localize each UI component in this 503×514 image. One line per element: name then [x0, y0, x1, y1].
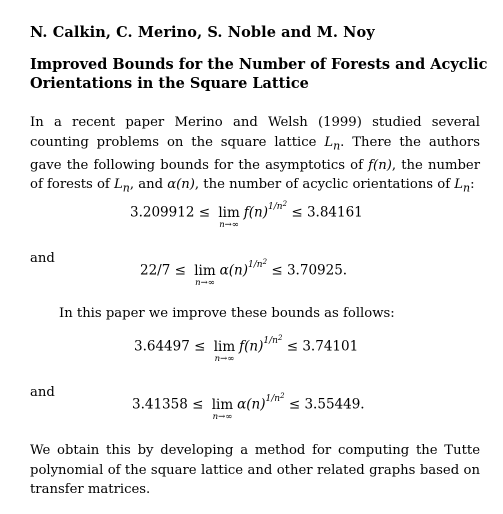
- eq3-func: f(n): [239, 338, 264, 355]
- exponent: 1/n2: [248, 258, 268, 270]
- p1-text-c: , the number of forests of: [30, 157, 481, 193]
- exponent: 1/n2: [268, 200, 288, 212]
- equation-3: [134, 334, 359, 374]
- and-word-1: and: [30, 251, 55, 266]
- leq-symbol: ≤: [271, 262, 283, 279]
- math-fn: f(n): [368, 157, 392, 173]
- eq4-upper: 3.55449: [304, 396, 361, 413]
- math-Ln: $L_n$: [324, 134, 341, 153]
- math-Ln-2: $L_n$: [113, 177, 130, 195]
- leq-symbol: ≤: [198, 204, 211, 221]
- leq-symbol: ≤: [194, 338, 206, 355]
- p1-text-b: . There the authors gave the following bounds for the asymptotics of: [30, 134, 480, 173]
- eq3-lower: 3.64497: [134, 338, 190, 355]
- and-word-2: and: [30, 385, 55, 400]
- leq-symbol: ≤: [291, 204, 303, 221]
- eq1-upper: 3.84161: [306, 204, 363, 221]
- eq2-func: α(n): [219, 262, 249, 279]
- leq-symbol: ≤: [192, 396, 204, 413]
- abstract-paragraph-1: [30, 113, 480, 198]
- p1-text-e: , the number of acyclic orientations of: [194, 177, 455, 193]
- lim-operator: lim n→∞: [211, 396, 234, 422]
- p1-text-a: In a recent paper Merino and Welsh (1999) studied several counting problems on the square lattice: [30, 115, 480, 150]
- p1-text-f: :: [470, 177, 475, 193]
- eq3-upper: 3.74101: [302, 338, 359, 355]
- eq4-lower: 3.41358: [132, 396, 188, 413]
- math-alpha-n: α(n): [167, 177, 195, 193]
- eq2-upper: 3.70925: [286, 262, 343, 279]
- eq1-func: f(n): [243, 204, 268, 221]
- exponent: 1/n2: [265, 392, 285, 404]
- eq4-func: α(n): [237, 396, 266, 413]
- eq1-lower: 3.209912: [130, 204, 195, 221]
- math-Ln-3: $L_n$: [454, 177, 471, 195]
- lim-operator: lim n→∞: [218, 204, 240, 230]
- leq-symbol: ≤: [286, 338, 299, 355]
- equation-4: 3.41358 ≤ lim n→∞ $\alpha(n)^{1/n^2} \le 3.55449$.: [132, 392, 365, 422]
- lim-operator: lim n→∞: [194, 262, 216, 288]
- leq-symbol: ≤: [288, 396, 301, 413]
- equation-2: 22/7 ≤ lim n→∞ $\alpha(n)^{1/n^2} \le 3.70925$.: [140, 258, 348, 288]
- abstract-paragraph-2: We obtain this by developing a method for computing the Tutte polynomial of the square lattice and other related graphs based on transfer matrices.: [30, 443, 480, 497]
- eq2-lower: 22/7: [140, 262, 171, 279]
- exponent: 1/n2: [263, 334, 283, 346]
- leq-symbol: ≤: [174, 262, 186, 279]
- lim-operator: lim n→∞: [213, 338, 236, 364]
- equation-1: [130, 200, 363, 240]
- paper-title: Improved Bounds for the Number of Forests and Acyclic Orientations in the Square Lattice: [30, 56, 488, 92]
- authors: N. Calkin, C. Merino, S. Noble and M. Noy: [30, 24, 375, 41]
- p1-text-d: , and: [129, 177, 168, 193]
- improve-line: In this paper we improve these bounds as follows:: [59, 306, 395, 321]
